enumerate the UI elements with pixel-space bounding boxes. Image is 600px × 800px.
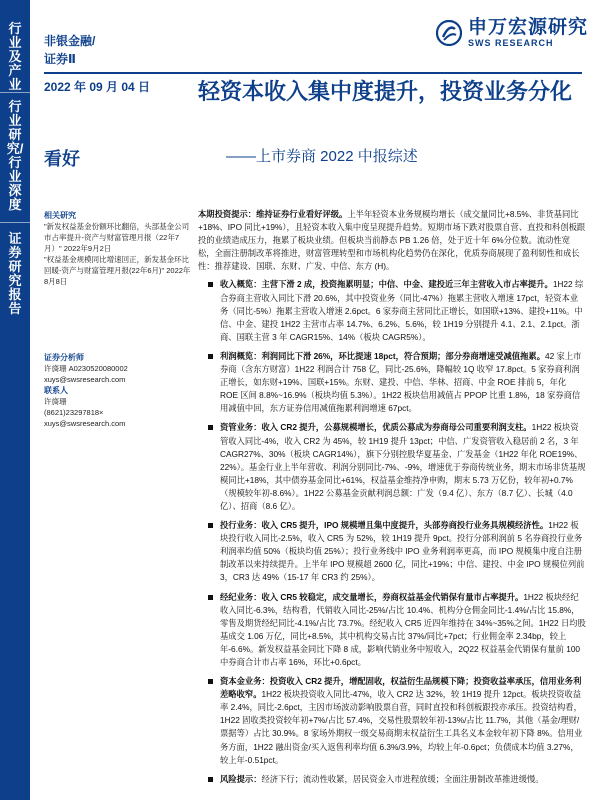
bullet-text: 1H22 板块经纪收入同比-6.3%，结构看，代销收入同比-25%/占比 10.4%、机构分仓佣金同比-1.4%/占比 15.8%，零售及期货经纪同比-4.1%/占比 73.7%。经纪收入 CR5 近四年维持在 34%~35%之间。1H22 日均股基成交 1.06 万亿，同比+8.5%，其中机构交易占比 37%/同比+7pct；行业佣金率 2.34bp，较上年-6.6%。新发权益基金同比下降 8 成，影响代销业务中短收入，2Q22 权益基金代销保有量前 100 中券商合计市占率 16%，环比+0.6pct。 (220, 591, 586, 667)
analyst-heading: 证券分析师 (44, 353, 84, 362)
logo-name-cn: 申万宏源研究 (467, 17, 588, 38)
bullet-icon (208, 282, 213, 287)
intro-text: 上半年轻资本业务规模均增长（成交量同比+8.5%、非货基同比+18%、IPO 同比+19%），且轻资本收入集中度呈现提升趋势。短期市场下跌对股票自营、直投和科创板跟投的业绩造成压力，拖累了板块业绩。但板块当前静态 PB 1.26 倍，处于近十年 6%分位数。流动性宽松，全面注册制改革将推进，财富管理转型和市场机构化趋势仍在深化，优质券商展现了盈利韧性和成长性：推荐建设、国联、东财、广发、中信、东方 (H)。 (198, 209, 586, 272)
bullet-heading: 利润概览：利润同比下滑 26%，环比提速 18pct，符合预期；部分券商增速受减值拖累。 (220, 350, 545, 361)
bullet-text: 1H22 板块资管收入同比-4%，收入 CR2 为 45%，较 1H19 提升 13pct；中信、广发资管收入稳居前 2 名，3 年 CAGR27%、30%（板块 CAGR14%），旗下分别控股华夏基金、广发基金（1H22 年化 ROE19%、22%）。基金行业上半年营收、利润分别同比-7%、-9%，增速优于券商传统业务，期末市场非货基规模同比+18%，其中债券基金同比+61%，权益基金维持净申购，期末 5.73 万亿份，较年初+0.7%（规模较年初-8.6%）。1H22 公募基金贡献利润总额：广发（9.4 亿）、东方（8.7 亿）、长城（4.0 亿）、招商（8.6 亿）。 (220, 422, 586, 511)
related-research-heading: 相关研究 (44, 211, 76, 220)
bullet-text: 1H22 综合券商主营收入同比下滑 20.6%，其中投资业务（同比-47%）拖累主营收入增速 17pct，轻资本业务（同比-5%）拖累主营收入增速 2.6pct。6 家券商主营同比正增长，如国联+13%、建投+11%。中信、中金、建投 1H22 主营市占率 14.7%、6.2%、5.6%，较 1H19 分别提升 4.1、2.1、2.1pct。浙商、国联主营 3 年 CAGR15%、14%（板块 CAGR5%）。 (220, 279, 584, 342)
bullet-icon (208, 425, 213, 430)
bullet-heading: 投行业务：收入 CR5 提升，IPO 规模增且集中度提升，头部券商投行业务具规模经济性。 (220, 520, 549, 531)
bullet-risk (198, 773, 586, 786)
sidebar-divider (0, 92, 30, 93)
bullet-icon (208, 595, 213, 600)
contact-heading: 联系人 (44, 386, 68, 395)
related-research (44, 210, 194, 287)
report-subtitle: ——上市券商 2022 中报综述 (226, 148, 418, 165)
sidebar-label-report: 证券研究报告 (8, 231, 22, 316)
bullet-heading: 经纪业务：收入 CR5 较稳定，成交量增长，券商权益基金代销保有量市占率提升。 (220, 591, 524, 602)
intro-paragraph (198, 208, 586, 273)
company-logo (436, 18, 588, 48)
bullet-text: 42 家上市券商（含东方财富）1H22 利润合计 758 亿，同比-25.6%，降幅较 1Q 收窄 17.8pct。5 家券商利润正增长，如东财+19%、国联+15%。东财、建投、中信、华林、招商、中金 ROE 排前 5，年化 ROE 区间 8.8%~16.9%（板块均值 5.3%）。1H22 板块信用减值占 PPOP 比重 1.8%，18 家券商信用减值中回，东方证券信用减值拖累利润增速 67pct。 (220, 350, 582, 414)
analyst-name: 许旖珊 A0230520080002 (44, 364, 128, 373)
bullet-income (198, 278, 586, 343)
bullet-heading: 风险提示： (220, 773, 262, 784)
rating: 看好 (44, 149, 80, 169)
bullet-asset-mgmt (198, 421, 586, 513)
bullet-icon (208, 679, 213, 684)
bullet-icon (208, 354, 213, 359)
bullet-heading: 收入概览：主营下滑 2 成，投资拖累明显；中信、中金、建投近三年主营收入市占率提升。 (220, 279, 553, 290)
bullet-icon (208, 777, 213, 782)
report-body (198, 208, 586, 792)
header-divider (44, 72, 582, 74)
analyst-email[interactable]: xuys@swsresearch.com (44, 375, 126, 384)
bullet-text: 经济下行；流动性收紧，居民资金入市进程放缓；全面注册制改革推进缓慢。 (261, 773, 544, 784)
bullet-brokerage (198, 591, 586, 670)
report-date: 2022 年 09 月 04 日 (44, 80, 151, 94)
industry-line2: 证券Ⅱ (44, 52, 76, 66)
sidebar-label-research-type: 行业研究/行业深度 (6, 99, 24, 212)
bullet-icon (208, 523, 213, 528)
report-title: 轻资本收入集中度提升，投资业务分化 (198, 79, 573, 104)
sidebar-label-industry: 行业及产业 (8, 21, 22, 92)
bullet-ib (198, 519, 586, 584)
industry-line1: 非银金融/ (44, 34, 96, 48)
contact-email[interactable]: xuys@swsresearch.com (44, 419, 126, 428)
contact-name: 许旖珊 (44, 397, 67, 406)
bullet-profit (198, 350, 586, 415)
left-sidebar (0, 0, 30, 800)
analyst-block (44, 352, 194, 429)
intro-heading: 本期投资提示：维持证券行业看好评级。 (198, 209, 348, 219)
bullet-text: 1H22 板块投资收入同比-47%，收入 CR2 达 32%，较 1H19 提升 12pct。板块投资收益率 2.4%，同比-2.6pct，主因市场波动影响股票自营，同时直投和科创板跟投亦承压。投资结构看，1H22 固收类投资较年初+7%/占比 57.4%，交易性股票较年初-13%/占比 11.7%，其他（基金/理财/票据等）占比 30.9%。8 家场外期权一级交易商期末权益衍生工具名义本金较年初下降 8%。信用业务方面，1H22 融出资金/买入返售利率均值 6.3%/3.9%，均较上年-0.6pct；负债成本均值 3.27%，较上年-0.51pct。 (220, 689, 583, 765)
related-research-text: "新发权益基金份额环比翻倍，头部基金公司市占率提升-资产与财富管理月报（22年7月）" 2022年9月2日 "权益基金规模同比增速回正，新发基金环比回暖-资产与财富管理月报(22年6月)" 2022年8月8日 (44, 222, 191, 286)
contact-phone: (8621)23297818× (44, 408, 104, 417)
bullet-heading: 资本金业务：投资收入 CR2 提升，增配固收，权益衍生品规模下降；投资收益率承压，信用业务利差略收窄。 (220, 676, 582, 700)
bullet-heading: 资管业务：收入 CR2 提升，公募规模增长，优质公募成为券商母公司重要利润支柱。 (220, 422, 532, 433)
bullet-capital (198, 675, 586, 767)
sidebar-divider (0, 222, 30, 223)
logo-name-en: SWS RESEARCH (467, 38, 554, 48)
bullet-text: 1H22 板块投行收入同比-2.5%，收入 CR5 为 52%，较 1H19 提升 9pct。投行分部利润前 5 名券商投行业务利润率均值 50%（板块均值 25%）；投行业务线中 IPO 业务利润率更高，而 IPO 规模集中度自注册制改革以来持续提升。上半年 IPO 规模超 2600 亿，同比+19%；中信、建投、中金 IPO 规模位列前 3，CR3 达 49%（15-17 年 CR3 约 25%）。 (220, 520, 585, 583)
logo-icon (436, 20, 462, 46)
